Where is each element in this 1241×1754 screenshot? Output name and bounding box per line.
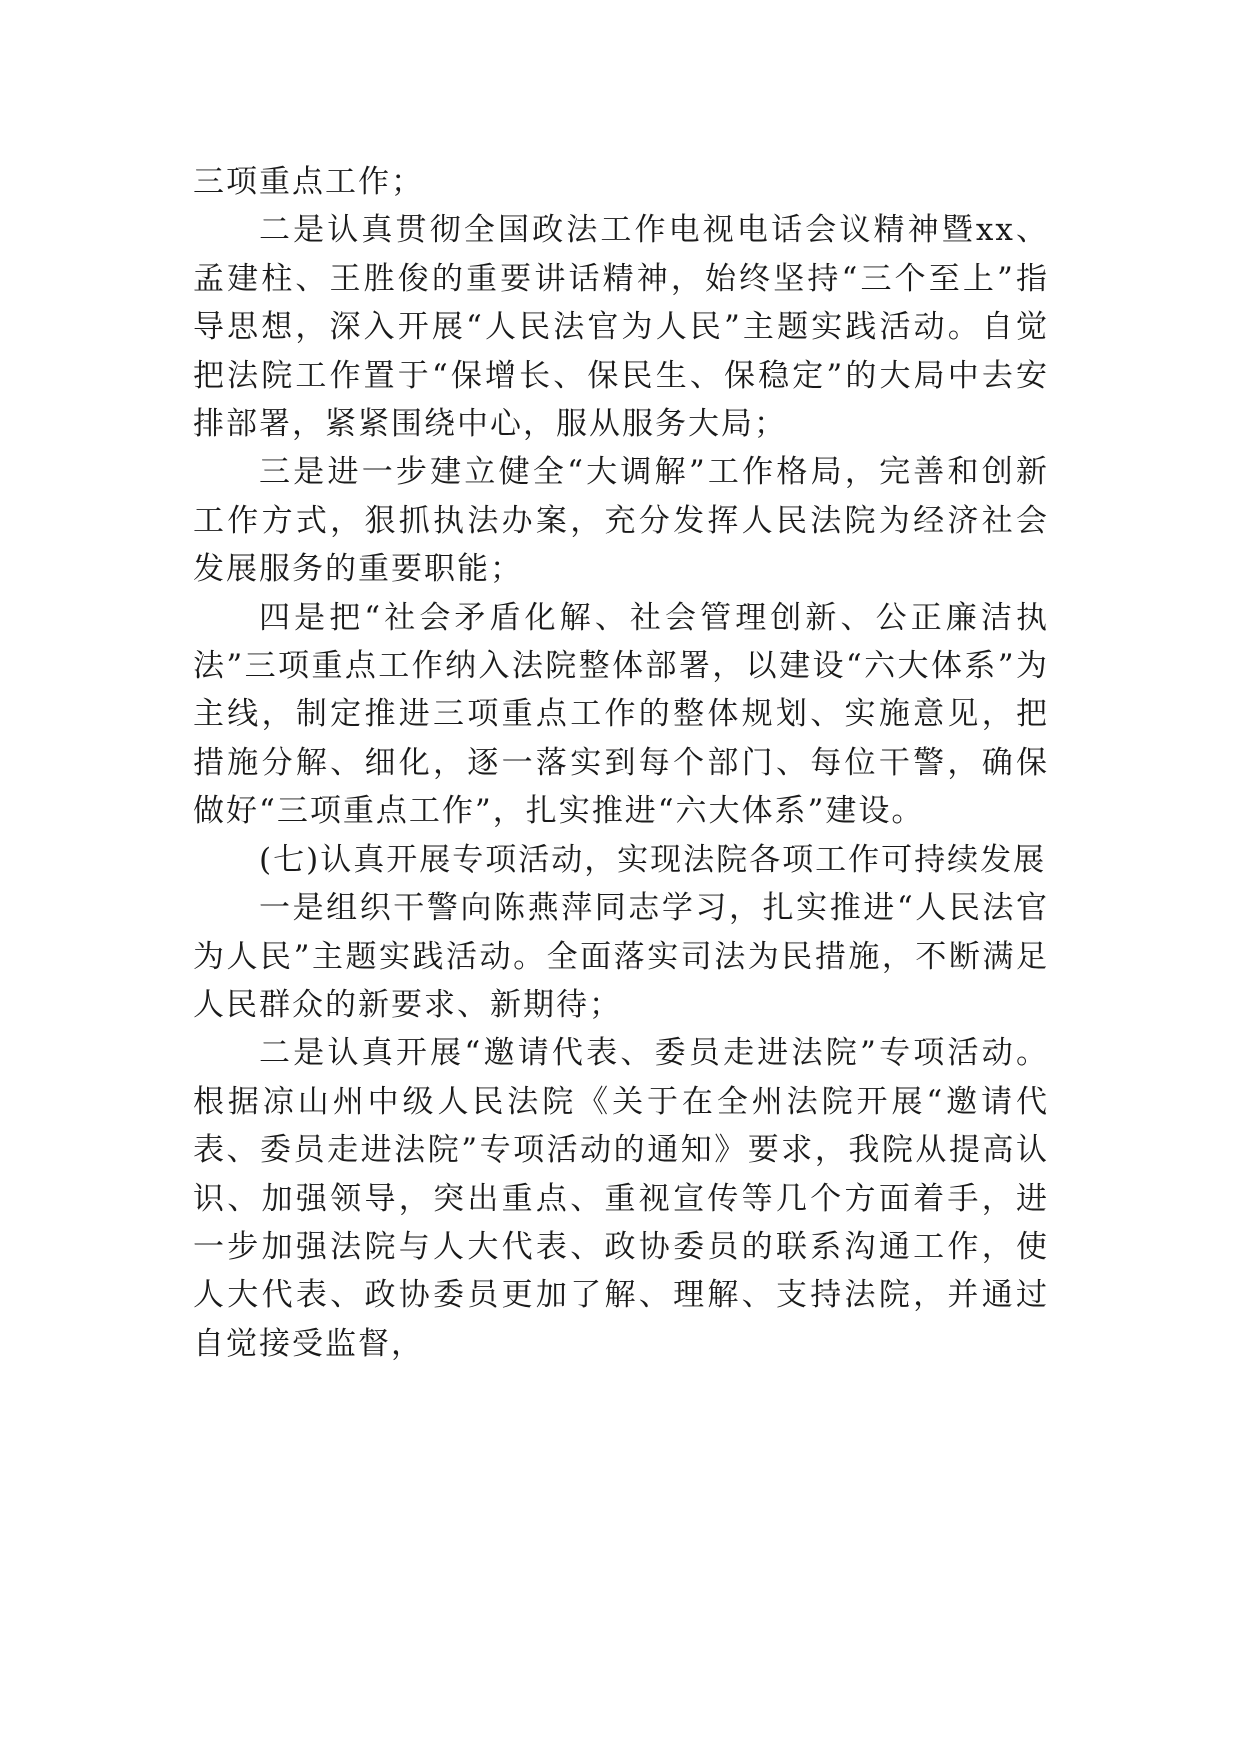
paragraph-activity-one: 一是组织干警向陈燕萍同志学习，扎实推进“人民法官为人民”主题实践活动。全面落实司法为民措施，不断满足人民群众的新要求、新期待； <box>193 890 1049 1023</box>
section-heading-seven: (七)认真开展专项活动，实现法院各项工作可持续发展 <box>259 841 1047 878</box>
paragraph-point-three: 三是进一步建立健全“大调解”工作格局，完善和创新工作方式，狠抓执法办案，充分发挥人民法院为经济社会发展服务的重要职能； <box>193 454 1049 588</box>
paragraph-continuation: 三项重点工作； <box>193 164 424 200</box>
paragraph-activity-two: 二是认真开展“邀请代表、委员走进法院”专项活动。根据凉山州中级人民法院《关于在全州法院开展“邀请代表、委员走进法院”专项活动的通知》要求，我院从提高认识、加强领导，突出重点、重视宣传等几个方面着手，进一步加强法院与人大代表、政协委员的联系沟通工作，使人大代表、政协委员更加了解、理解、支持法院，并通过自觉接受监督， <box>193 1035 1049 1362</box>
document-body <box>193 158 1049 1368</box>
paragraph-point-four: 四是把“社会矛盾化解、社会管理创新、公正廉洁执法”三项重点工作纳入法院整体部署，以建设“六大体系”为主线，制定推进三项重点工作的整体规划、实施意见，把措施分解、细化，逐一落实到每个部门、每位干警，确保做好“三项重点工作”，扎实推进“六大体系”建设。 <box>193 599 1049 830</box>
paragraph-point-two: 二是认真贯彻全国政法工作电视电话会议精神暨xx、孟建柱、王胜俊的重要讲话精神，始终坚持“三个至上”指导思想，深入开展“人民法官为人民”主题实践活动。自觉把法院工作置于“保增长、保民生、保稳定”的大局中去安排部署，紧紧围绕中心，服从服务大局； <box>193 212 1049 443</box>
